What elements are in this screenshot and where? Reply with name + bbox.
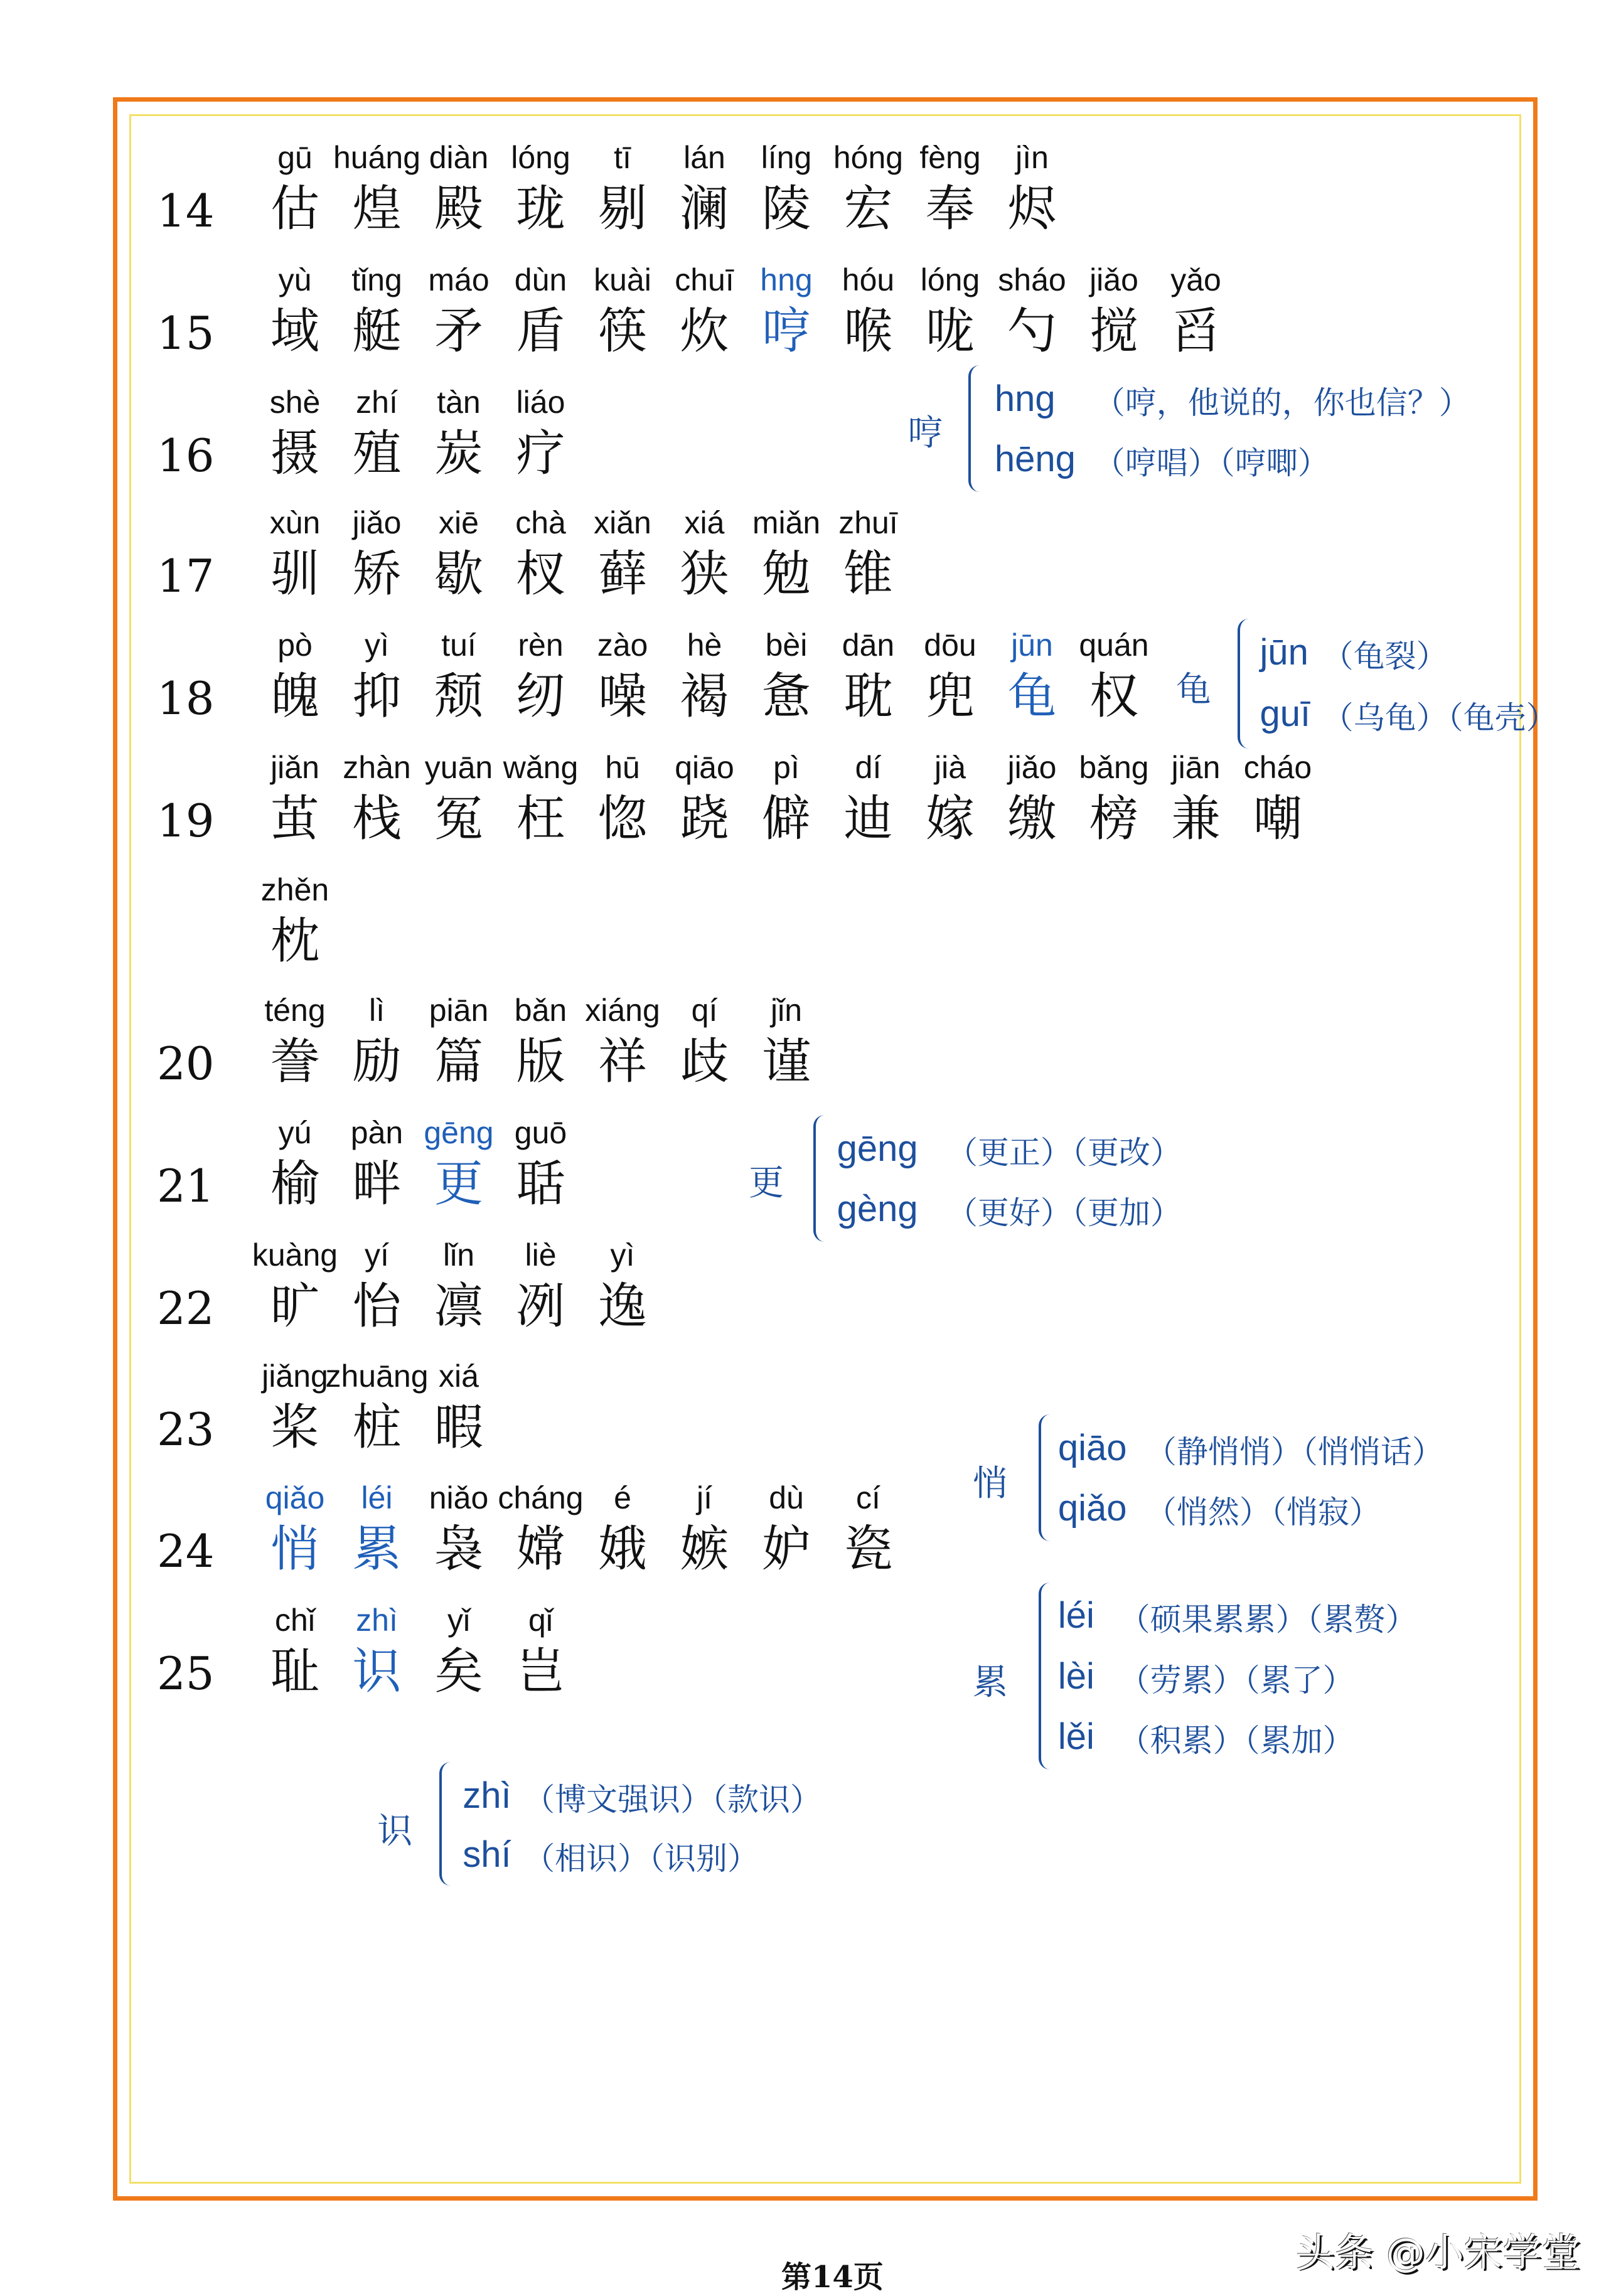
- reading-pinyin: lèi: [1057, 1655, 1094, 1697]
- hanzi: 烬: [1007, 180, 1057, 237]
- hanzi: 暇: [434, 1399, 483, 1456]
- reading-pinyin: zhì: [463, 1775, 511, 1816]
- pinyin: jiǎo: [352, 505, 402, 541]
- hanzi: 篇: [434, 1033, 483, 1091]
- pinyin: rèn: [518, 627, 564, 663]
- pinyin: hng: [760, 262, 813, 297]
- pinyin: yì: [365, 627, 389, 663]
- pinyin: xiē: [439, 505, 479, 541]
- hanzi: 更: [434, 1156, 483, 1213]
- pinyin: é: [614, 1480, 631, 1516]
- hanzi: 驯: [270, 546, 319, 603]
- reading-pinyin: shí: [463, 1834, 511, 1875]
- pinyin: piān: [429, 993, 489, 1028]
- hanzi: 枕: [270, 912, 319, 969]
- hanzi: 珑: [516, 180, 565, 237]
- reading-examples: （哼唱）（哼唧）: [1093, 445, 1329, 482]
- pinyin: hóng: [833, 139, 904, 175]
- brace-icon: [968, 365, 980, 492]
- pinyin: xiá: [439, 1358, 479, 1394]
- pinyin: hè: [687, 627, 722, 663]
- pinyin: hū: [605, 749, 640, 785]
- hanzi: 杈: [516, 546, 565, 603]
- pinyin: liáo: [516, 384, 565, 420]
- pinyin: máo: [428, 262, 490, 297]
- row-number: 15: [157, 306, 215, 360]
- hanzi: 耻: [270, 1643, 319, 1701]
- pinyin: tī: [614, 139, 631, 175]
- pinyin: diàn: [429, 139, 489, 175]
- hanzi: 励: [352, 1033, 402, 1091]
- pinyin: cí: [856, 1480, 880, 1516]
- pinyin: jiǎo: [1007, 749, 1057, 785]
- pinyin: zhěn: [260, 872, 329, 907]
- pinyin: huáng: [333, 139, 421, 175]
- pinyin: jià: [934, 749, 966, 785]
- polyphone-char: 哼: [907, 413, 943, 454]
- pinyin: chǐ: [275, 1603, 315, 1638]
- reading-examples: （相识）（识别）: [523, 1840, 759, 1877]
- pinyin: lán: [683, 139, 725, 175]
- reading-examples: （积累）（累加）: [1118, 1722, 1354, 1759]
- pinyin: jí: [697, 1480, 712, 1516]
- pinyin: jìn: [1015, 139, 1049, 175]
- hanzi: 狭: [680, 546, 729, 603]
- pinyin: jǐn: [770, 993, 803, 1028]
- brace-icon: [813, 1115, 825, 1242]
- pinyin: bǎn: [514, 993, 567, 1028]
- reading-examples: （乌龟）（龟壳）: [1322, 700, 1558, 737]
- hanzi: 歇: [434, 546, 483, 603]
- pinyin: fèng: [919, 139, 981, 175]
- hanzi: 嫉: [680, 1521, 729, 1578]
- pinyin: xiá: [684, 505, 725, 541]
- hanzi: 权: [1089, 668, 1138, 725]
- pinyin: pì: [773, 749, 800, 785]
- pinyin: zhì: [356, 1603, 398, 1638]
- pinyin: liè: [525, 1237, 557, 1273]
- pinyin: téng: [264, 993, 326, 1028]
- brace-icon: [439, 1762, 451, 1886]
- row-number: 17: [157, 550, 215, 603]
- pinyin: tuí: [441, 627, 476, 663]
- pinyin: lì: [369, 993, 385, 1028]
- pinyin: zào: [597, 627, 648, 663]
- hanzi: 祥: [597, 1033, 647, 1091]
- hanzi: 冤: [434, 790, 483, 847]
- hanzi: 凛: [434, 1278, 483, 1335]
- polyphone-char: 更: [748, 1163, 784, 1204]
- hanzi: 栈: [352, 790, 402, 847]
- hanzi: 惫: [761, 668, 811, 725]
- pinyin: dōu: [924, 627, 976, 663]
- hanzi: 嫦: [516, 1521, 565, 1578]
- hanzi: 殿: [434, 180, 483, 237]
- pinyin: yì: [610, 1237, 635, 1273]
- reading-pinyin: gēng: [837, 1128, 918, 1170]
- hanzi: 嫁: [925, 790, 975, 847]
- page-frame-inner: [129, 114, 1521, 2184]
- hanzi: 宏: [843, 180, 893, 237]
- hanzi: 颓: [434, 668, 483, 725]
- hanzi: 疗: [516, 425, 565, 482]
- reading-pinyin: jūn: [1260, 631, 1308, 673]
- hanzi: 桨: [270, 1399, 319, 1456]
- hanzi: 勉: [761, 546, 811, 603]
- row-number: 23: [157, 1402, 215, 1456]
- pinyin: yí: [365, 1237, 389, 1273]
- hanzi: 版: [516, 1033, 565, 1091]
- pinyin: dù: [769, 1480, 804, 1516]
- pinyin: niǎo: [429, 1480, 489, 1516]
- reading-pinyin: qiāo: [1057, 1427, 1127, 1468]
- hanzi: 累: [352, 1521, 402, 1578]
- hanzi: 搅: [1089, 302, 1138, 360]
- row-number: 24: [157, 1525, 215, 1578]
- hanzi: 噪: [597, 668, 647, 725]
- hanzi: 剔: [597, 180, 647, 237]
- page-number: 第14页: [781, 2260, 884, 2295]
- pinyin: cháo: [1243, 749, 1312, 785]
- hanzi: 谨: [761, 1033, 811, 1091]
- pinyin: kuàng: [252, 1237, 338, 1273]
- hanzi: 奉: [925, 180, 975, 237]
- pinyin: tàn: [437, 384, 481, 420]
- hanzi: 茧: [270, 790, 319, 847]
- hanzi: 缴: [1007, 790, 1057, 847]
- hanzi: 盾: [516, 302, 565, 360]
- hanzi: 矣: [434, 1643, 483, 1701]
- row-number: 18: [157, 671, 215, 725]
- hanzi: 惚: [597, 790, 647, 847]
- polyphone-char: 识: [377, 1811, 413, 1852]
- pinyin: yú: [278, 1115, 312, 1151]
- reading-examples: （硕果累累）（累赘）: [1118, 1601, 1417, 1638]
- hanzi: 勺: [1007, 302, 1057, 360]
- pinyin: yuān: [424, 749, 493, 785]
- hanzi: 喉: [843, 302, 893, 360]
- pinyin: guō: [514, 1115, 567, 1151]
- pinyin: jūn: [1011, 627, 1053, 663]
- hanzi: 殖: [352, 425, 402, 482]
- hanzi: 袅: [434, 1521, 483, 1578]
- row-number: 22: [157, 1282, 215, 1335]
- pinyin: jiǎo: [1089, 262, 1138, 297]
- pinyin: wǎng: [503, 749, 579, 785]
- pinyin: hóu: [842, 262, 895, 297]
- hanzi: 藓: [597, 546, 647, 603]
- hanzi: 估: [270, 180, 319, 237]
- pinyin: dùn: [514, 262, 567, 297]
- hanzi: 僻: [761, 790, 811, 847]
- hanzi: 跷: [680, 790, 729, 847]
- pinyin: chà: [515, 505, 566, 541]
- pinyin: jiān: [1171, 749, 1221, 785]
- pinyin: xùn: [269, 505, 321, 541]
- pinyin: léi: [361, 1480, 393, 1516]
- hanzi: 耽: [843, 668, 893, 725]
- hanzi: 娥: [597, 1521, 647, 1578]
- reading-pinyin: gèng: [837, 1188, 918, 1230]
- row-number: 21: [157, 1160, 215, 1213]
- hanzi: 榆: [270, 1156, 319, 1213]
- reading-examples: （静悄悄）（悄悄话）: [1145, 1433, 1443, 1470]
- pinyin: yù: [278, 262, 312, 297]
- pinyin: kuài: [594, 262, 651, 297]
- pinyin: zhuāng: [325, 1358, 429, 1394]
- hanzi: 榜: [1089, 790, 1138, 847]
- hanzi: 哼: [761, 302, 811, 360]
- pinyin: qǐ: [528, 1603, 553, 1638]
- hanzi: 兜: [925, 668, 975, 725]
- reading-examples: （哼，他说的，你也信？）: [1093, 384, 1470, 421]
- polyphone-char: 悄: [972, 1463, 1008, 1505]
- polyphone-char: 累: [972, 1662, 1008, 1704]
- hanzi: 摄: [270, 425, 319, 482]
- hanzi: 筷: [597, 302, 647, 360]
- pinyin: qiǎo: [265, 1480, 325, 1516]
- hanzi: 魄: [270, 668, 319, 725]
- pinyin: zhàn: [343, 749, 411, 785]
- hanzi: 煌: [352, 180, 402, 237]
- reading-pinyin: léi: [1057, 1595, 1094, 1637]
- reading-pinyin: hng: [994, 378, 1056, 419]
- reading-examples: （劳累）（累了）: [1118, 1662, 1354, 1699]
- watermark: 头条 @小宋学堂: [1296, 2229, 1581, 2275]
- reading-examples: （龟裂）: [1322, 638, 1448, 675]
- hanzi: 艇: [352, 302, 402, 360]
- pinyin: zhí: [356, 384, 398, 420]
- pinyin: gū: [277, 139, 313, 175]
- hanzi: 矫: [352, 546, 402, 603]
- pinyin: zhuī: [838, 505, 898, 541]
- pinyin: sháo: [998, 262, 1066, 297]
- reading-pinyin: qiǎo: [1057, 1488, 1127, 1529]
- brace-icon: [1039, 1414, 1050, 1541]
- hanzi: 迪: [843, 790, 893, 847]
- hanzi: 澜: [680, 180, 729, 237]
- hanzi: 枉: [516, 790, 565, 847]
- pinyin: bèi: [765, 627, 808, 663]
- hanzi: 旷: [270, 1278, 319, 1335]
- pinyin: quán: [1079, 627, 1149, 663]
- pinyin: xiáng: [585, 993, 660, 1028]
- pinyin: jiǎn: [270, 749, 319, 785]
- pinyin: jiǎng: [262, 1358, 328, 1394]
- row-number: 19: [157, 794, 215, 847]
- hanzi: 歧: [680, 1033, 729, 1091]
- hanzi: 誊: [270, 1033, 319, 1091]
- brace-icon: [1238, 619, 1249, 749]
- pinyin: yǐ: [447, 1603, 471, 1638]
- hanzi: 锥: [843, 546, 893, 603]
- hanzi: 域: [270, 302, 319, 360]
- reading-pinyin: lěi: [1057, 1716, 1094, 1757]
- brace-icon: [1039, 1583, 1050, 1770]
- hanzi: 炊: [680, 302, 729, 360]
- hanzi: 兼: [1171, 790, 1221, 847]
- hanzi: 怡: [352, 1278, 402, 1335]
- pinyin: líng: [761, 139, 812, 175]
- pinyin: lǐn: [442, 1237, 475, 1273]
- hanzi: 聒: [516, 1156, 565, 1213]
- hanzi: 炭: [434, 425, 483, 482]
- pinyin: dí: [855, 749, 882, 785]
- hanzi: 咙: [925, 302, 975, 360]
- reading-examples: （更正）（更改）: [946, 1135, 1182, 1172]
- pinyin: qí: [691, 993, 718, 1028]
- hanzi: 冽: [516, 1278, 565, 1335]
- hanzi: 桩: [352, 1399, 402, 1456]
- pinyin: cháng: [498, 1480, 584, 1516]
- hanzi: 妒: [761, 1521, 811, 1578]
- pinyin: pò: [277, 627, 313, 663]
- row-number: 25: [157, 1647, 215, 1701]
- pinyin: miǎn: [752, 505, 821, 541]
- hanzi: 瓷: [843, 1521, 893, 1578]
- hanzi: 岂: [516, 1643, 565, 1701]
- hanzi: 矛: [434, 302, 483, 360]
- pinyin: yǎo: [1170, 262, 1221, 297]
- hanzi: 褐: [680, 668, 729, 725]
- reading-examples: （博文强识）（款识）: [523, 1781, 822, 1818]
- pinyin: gēng: [424, 1115, 494, 1151]
- row-number: 16: [157, 429, 215, 482]
- hanzi: 嘲: [1253, 790, 1302, 847]
- reading-pinyin: guī: [1260, 693, 1311, 735]
- pinyin: dān: [842, 627, 895, 663]
- pinyin: chuī: [675, 262, 734, 297]
- pinyin: pàn: [350, 1115, 404, 1151]
- row-number: 14: [157, 184, 215, 237]
- pinyin: lóng: [511, 139, 570, 175]
- polyphone-char: 龟: [1175, 669, 1211, 710]
- hanzi: 抑: [352, 668, 402, 725]
- hanzi: 畔: [352, 1156, 402, 1213]
- hanzi: 悄: [270, 1521, 319, 1578]
- pinyin: lóng: [920, 262, 980, 297]
- pinyin: qiāo: [675, 749, 734, 785]
- hanzi: 陵: [761, 180, 811, 237]
- hanzi: 逸: [597, 1278, 647, 1335]
- hanzi: 龟: [1007, 668, 1057, 725]
- pinyin: xiǎn: [594, 505, 651, 541]
- hanzi: 纫: [516, 668, 565, 725]
- pinyin: tǐng: [351, 262, 402, 297]
- pinyin: bǎng: [1079, 749, 1149, 785]
- reading-pinyin: hēng: [994, 439, 1076, 480]
- hanzi: 识: [352, 1643, 402, 1701]
- reading-examples: （悄然）（悄寂）: [1145, 1494, 1381, 1530]
- hanzi: 舀: [1171, 302, 1221, 360]
- pinyin: shè: [269, 384, 321, 420]
- row-number: 20: [157, 1037, 215, 1091]
- reading-examples: （更好）（更加）: [946, 1195, 1182, 1232]
